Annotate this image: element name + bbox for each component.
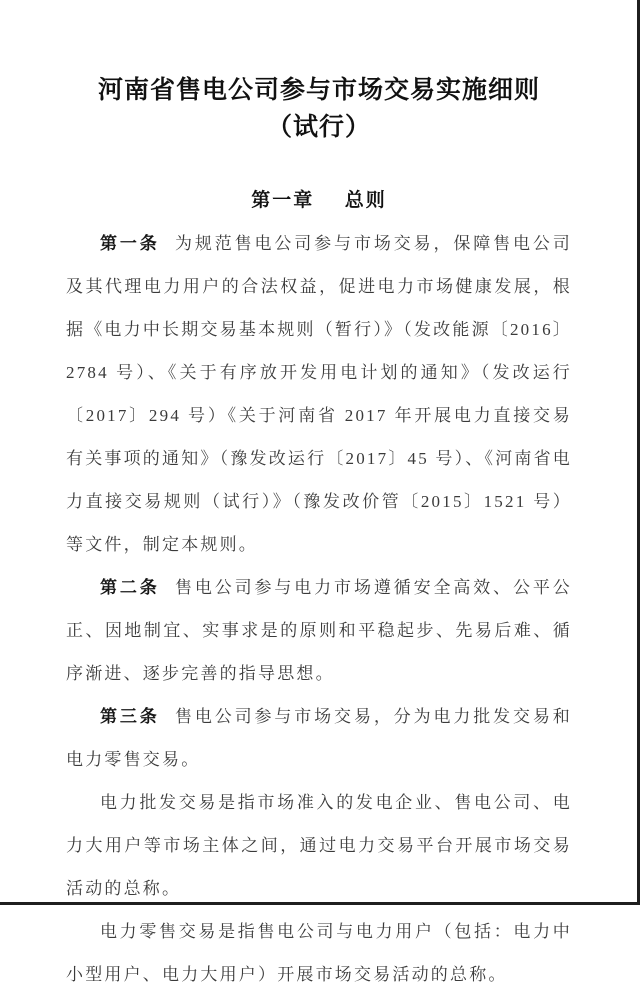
- document-title: [66, 72, 572, 146]
- paragraph-text: 售电公司参与市场交易，分为电力批发交易和电力零售交易。: [66, 707, 573, 769]
- chapter-title: 总则: [344, 190, 387, 211]
- paragraph-wholesale-definition: [66, 781, 572, 910]
- document-title-line-1: 河南省售电公司参与市场交易实施细则: [97, 77, 540, 104]
- paragraph-text: 为规范售电公司参与市场交易，保障售电公司及其代理电力用户的合法权益，促进电力市场健康发展，根据《电力中长期交易基本规则（暂行）》（发改能源〔2016〕2784 号）、《关于有序放开发用电计划的通知》（发改运行〔2017〕294 号）《关于河南省 2017 年开展电力直接交易有关事项的通知》（豫发改运行〔2017〕45 号）、《河南省电力直接交易规则（试行）》（豫发改价管〔2015〕1521 号）等文件，制定本规则。: [66, 234, 573, 554]
- document-title-line-2: （试行）: [266, 114, 371, 141]
- chapter-number: 第一章: [251, 190, 315, 211]
- paragraph-text: 电力批发交易是指市场准入的发电企业、售电公司、电力大用户等市场主体之间，通过电力交易平台开展市场交易活动的总称。: [66, 793, 572, 898]
- article-label-3: 第三条: [100, 707, 160, 726]
- paragraph-article-1: [66, 222, 572, 566]
- page-edge-bottom-line: [0, 902, 640, 905]
- paragraph-article-3: [66, 695, 572, 781]
- article-label-1: 第一条: [100, 234, 160, 253]
- document-content: [66, 0, 572, 996]
- chapter-heading: [66, 190, 572, 212]
- paragraph-article-2: [66, 566, 572, 695]
- paragraph-text: 售电公司参与电力市场遵循安全高效、公平公正、因地制宜、实事求是的原则和平稳起步、先易后难、循序渐进、逐步完善的指导思想。: [66, 578, 573, 683]
- paragraph-retail-definition: [66, 910, 572, 996]
- article-label-2: 第二条: [100, 578, 160, 597]
- document-body: [66, 222, 572, 996]
- paragraph-text: 电力零售交易是指售电公司与电力用户（包括：电力中小型用户、电力大用户）开展市场交易活动的总称。: [66, 922, 572, 984]
